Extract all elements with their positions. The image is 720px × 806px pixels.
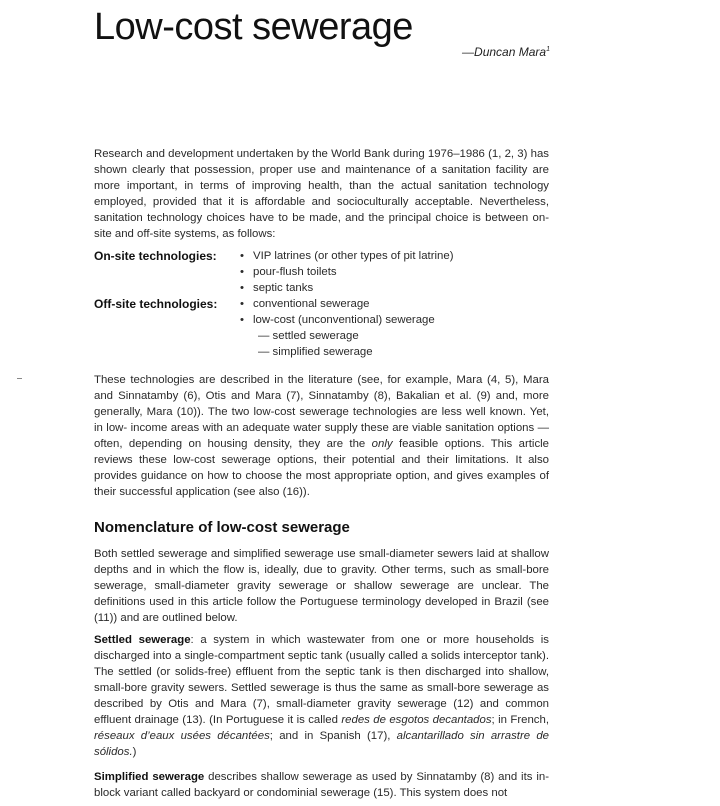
author-footnote-mark: 1 bbox=[546, 46, 550, 53]
nomenclature-paragraph: Both settled sewerage and simplified sewerage use small-diameter sewers laid at shallow depths and in which the flow is, ideally, due to gravity. Other terms, such as small-bore sewerage, small-diameter gravity sewerage or shallow sewerage are unclear. The definitions used in this article follow the Portuguese terminology developed in Brazil (see (11)) and are outlined below. bbox=[94, 548, 549, 624]
off-site-technologies bbox=[94, 296, 554, 360]
article-title: Low-cost sewerage bbox=[94, 6, 413, 48]
intro-paragraph: Research and development undertaken by the World Bank during 1976–1986 (1, 2, 3) has shown clearly that possession, proper use and maintenance of a sanitation facility are more important, in terms of improving health, than the actual sanitation technology employed, provided that it is affordable and socioculturally acceptable. Nevertheless, sanitation technology choices have to be made, and the principal choice is between on-site and off-site systems, as follows: bbox=[94, 148, 549, 240]
list-item-text: pour-flush toilets bbox=[253, 266, 337, 278]
on-site-items bbox=[240, 248, 554, 296]
bullet-icon: • bbox=[240, 314, 244, 326]
bullet-icon: • bbox=[240, 282, 244, 294]
sub-list-item: — settled sewerage bbox=[258, 330, 359, 342]
list-item bbox=[240, 280, 554, 296]
term-heading: Settled sewerage bbox=[94, 634, 191, 646]
author-name: —Duncan Mara bbox=[462, 45, 547, 59]
list-item bbox=[240, 296, 554, 312]
emphasis-text: alcantarillado sin arrastre de sólidos. bbox=[94, 730, 549, 758]
on-site-technologies bbox=[94, 248, 554, 296]
list-item bbox=[240, 248, 554, 264]
text-run: ; in French, bbox=[491, 714, 549, 726]
off-site-items bbox=[240, 296, 554, 360]
term-heading: Simplified sewerage bbox=[94, 771, 205, 783]
section-heading: Nomenclature of low-cost sewerage bbox=[94, 519, 350, 536]
bullet-icon: • bbox=[240, 266, 244, 278]
emphasis-text: réseaux d’eaux usées décantées bbox=[94, 730, 270, 742]
text-run: describes shallow sewerage as used by Sinnatamby (8) and its in-block variant called backyard or condominial sewerage (15). This system does not bbox=[94, 771, 549, 799]
sub-list-item: — simplified sewerage bbox=[258, 346, 373, 358]
off-site-label: Off-site technologies: bbox=[94, 297, 218, 311]
technology-list bbox=[94, 248, 554, 360]
literature-paragraph bbox=[94, 372, 549, 500]
text-run: feasible options. This article reviews these low-cost sewerage options, their potential and their limitations. It also provides guidance on how to choose the most appropriate option, and gives examples of their successful application (see also (16)). bbox=[94, 438, 550, 498]
bullet-icon: • bbox=[240, 298, 244, 310]
text-run: These technologies are described in the literature (see, for example, Mara (4, 5), Mara and Sinnatamby (6), Otis and Mara (7), Sinnatamby (8), Bakalian et al. (9) and, more generally, Mara (10)). The two low-cost sewerage technologies are less well known. Yet, in low- income areas with an adequate water supply these are viable sanitation options —often, depending on housing density, they are the bbox=[94, 374, 549, 450]
list-item-text: septic tanks bbox=[253, 282, 314, 294]
simplified-sewerage-paragraph bbox=[94, 769, 549, 801]
on-site-label: On-site technologies: bbox=[94, 249, 217, 263]
emphasis-text: redes de esgotos decantados bbox=[341, 714, 492, 726]
author-byline bbox=[462, 45, 550, 59]
settled-sewerage-paragraph bbox=[94, 632, 549, 760]
list-item-text: low-cost (unconventional) sewerage bbox=[253, 314, 435, 326]
bullet-icon: • bbox=[240, 250, 244, 262]
list-item bbox=[240, 312, 554, 328]
text-run: : a system in which wastewater from one or more households is discharged into a single-compartment septic tank (usually called a solids interceptor tank). The settled (or solids-free) effluent from the septic tank is then discharged into shallow, small-bore gravity sewers. Settled sewerage is thus the same as small-bore sewerage as described by Otis and Mara (7), small-diameter gravity sewerage (12) and common effluent drainage (13). (In Portuguese it is called bbox=[94, 634, 549, 726]
emphasis-text: only bbox=[371, 438, 393, 450]
margin-mark bbox=[17, 378, 22, 379]
list-item-text: VIP latrines (or other types of pit latrine) bbox=[253, 250, 454, 262]
list-item-text: conventional sewerage bbox=[253, 298, 370, 310]
text-run: ) bbox=[132, 746, 137, 758]
list-item bbox=[240, 264, 554, 280]
text-run: ; and in Spanish (17), bbox=[269, 730, 397, 742]
